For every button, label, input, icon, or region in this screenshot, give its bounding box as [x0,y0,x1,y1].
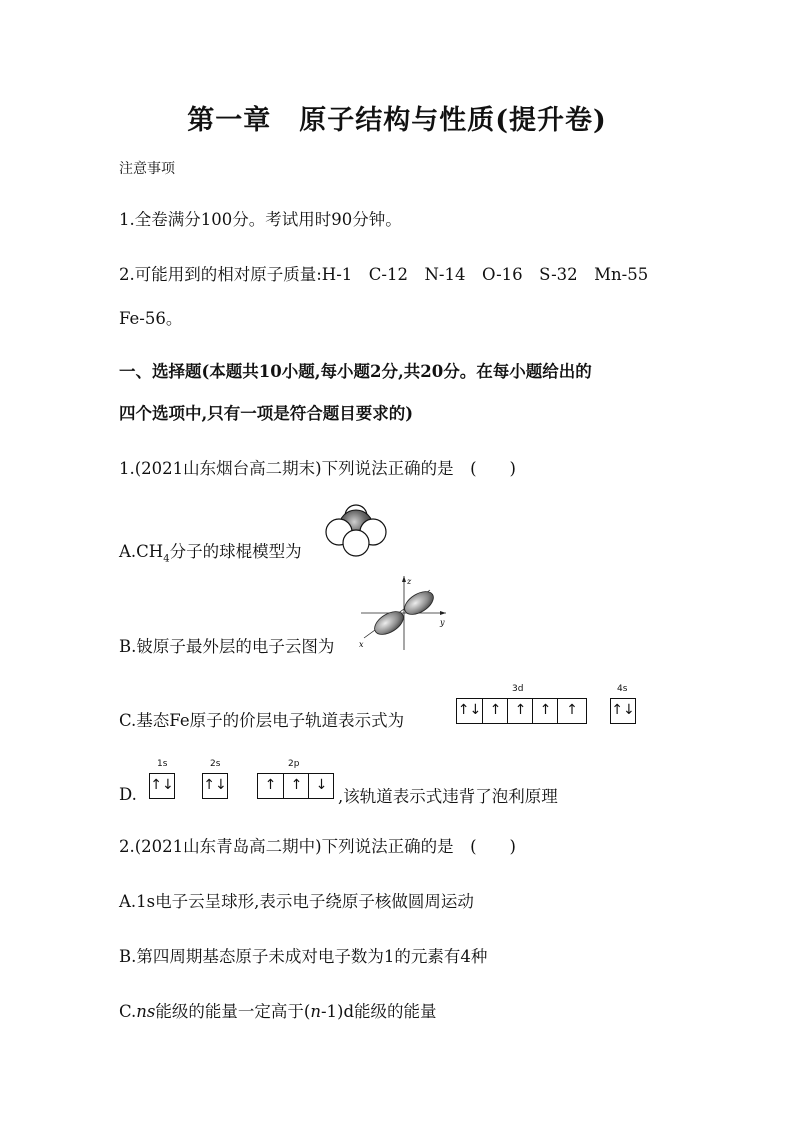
ch4-ball-stick-model [318,498,394,558]
option-c-ns: ns [136,1002,156,1021]
question-2-stem: 2.(2021山东青岛高二期中)下列说法正确的是 ( ) [119,837,516,856]
x-axis-label: x [359,640,364,649]
orbital-cell-3d-4: ↑ [532,699,558,723]
option-c-suffix: -1)d能级的能量 [320,1002,437,1021]
note-1: 1.全卷满分100分。考试用时90分钟。 [119,210,402,229]
orbital-cell-2p-3: ↓ [308,774,334,798]
question-2-option-a: A.1s电子云呈球形,表示电子绕原子核做圆周运动 [119,892,474,911]
question-2-option-b: B.第四周期基态原子未成对电子数为1的元素有4种 [119,947,488,966]
question-1-option-d-prefix: D. [119,785,137,804]
orbital-cell-1s: ↑↓ [150,777,174,793]
orbital-label-4s: 4s [617,684,628,694]
note-2-line-1: 2.可能用到的相对原子质量:H-1 C-12 N-14 O-16 S-32 Mn-55 [119,265,649,284]
orbital-cell-3d-1: ↑↓ [457,702,482,718]
option-c-middle: 能级的能量一定高于( [155,1002,311,1021]
y-axis-arrow [440,611,446,615]
orbital-box-1s [149,773,175,799]
orbital-label-1s: 1s [157,759,168,769]
question-2-option-c [119,998,437,1022]
notice-heading: 注意事项 [119,161,175,177]
question-1-stem: 1.(2021山东烟台高二期末)下列说法正确的是 ( ) [119,459,516,478]
orbital-cell-3d-2: ↑ [482,699,508,723]
option-a-suffix: 分子的球棍模型为 [169,542,302,561]
orbital-label-2s: 2s [210,759,221,769]
orbital-label-3d: 3d [512,684,524,694]
orbital-label-2p: 2p [288,759,300,769]
h-atom-bottom [343,530,369,556]
electron-cloud-diagram [358,572,450,652]
orbital-cell-3d-5: ↑ [557,699,586,723]
orbital-lobe-upper [401,587,438,619]
note-2-line-2: Fe-56。 [119,309,183,328]
question-1-option-d-text: ,该轨道表示式违背了泡利原理 [338,787,558,806]
orbital-lobe-lower [371,607,408,639]
orbital-cell-2p-1: ↑ [264,777,277,793]
y-axis-label: y [440,618,445,627]
orbital-cell-4s: ↑↓ [611,702,635,718]
option-c-prefix: C. [119,1002,137,1021]
question-1-option-a [119,538,302,564]
orbital-box-4s [610,698,636,724]
question-1-option-b: B.铍原子最外层的电子云图为 [119,637,335,656]
orbital-box-3d [456,698,587,724]
orbital-cell-3d-3: ↑ [507,699,533,723]
option-a-prefix: A.CH [119,542,164,561]
orbital-cell-2p-2: ↑ [283,774,309,798]
page-title: 第一章 原子结构与性质(提升卷) [187,105,607,136]
z-axis-arrow [402,576,406,582]
section-heading-line-1: 一、选择题(本题共10小题,每小题2分,共20分。在每小题给出的 [119,362,592,381]
orbital-cell-2s: ↑↓ [203,777,227,793]
option-a-subscript: 4 [163,553,170,565]
orbital-box-2s [202,773,228,799]
question-1-option-c: C.基态Fe原子的价层电子轨道表示式为 [119,711,405,730]
option-c-n: n [310,1002,321,1021]
orbital-box-2p [257,773,334,799]
section-heading-line-2: 四个选项中,只有一项是符合题目要求的) [119,404,414,423]
z-axis-label: z [407,577,412,586]
